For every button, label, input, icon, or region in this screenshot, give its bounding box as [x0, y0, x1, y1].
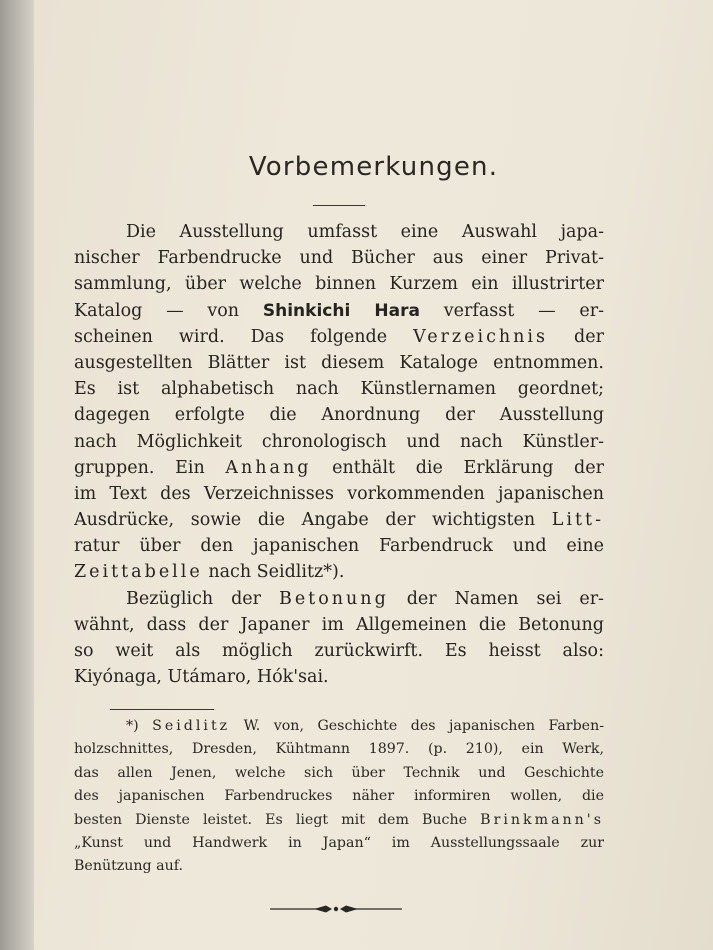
- text-line: [74, 559, 604, 585]
- main-text: [74, 219, 604, 690]
- text-line: ausgestellten Blätter ist diesem Kataloge entnommen.: [74, 352, 604, 373]
- spaced-emphasis: Anhang: [225, 457, 312, 478]
- text-fragment: gruppen. Ein: [74, 457, 205, 478]
- text-fragment: Ausdrücke, sowie die Angabe der wichtigsten: [74, 510, 536, 531]
- book-page: [34, 0, 713, 950]
- text-fragment: verfasst — er-: [443, 300, 604, 321]
- text-fragment: *): [126, 718, 139, 734]
- text-line: dagegen erfolgte die Anordnung der Ausstellung: [74, 405, 604, 426]
- spaced-emphasis: Seidlitz: [152, 718, 231, 734]
- footnote-line: „Kunst und Handwerk in Japan“ im Ausstellungssaale zur: [74, 834, 604, 851]
- text-line: so weit als möglich zurückwirft. Es heisst also:: [74, 641, 604, 661]
- text-line: sammlung, über welche binnen Kurzem ein illustrirter: [74, 274, 604, 295]
- text-line: nach Möglichkeit chronologisch und nach Künstler-: [74, 431, 604, 452]
- text-fragment: Katalog — von: [74, 300, 240, 321]
- ornament-divider-icon: [270, 903, 402, 915]
- footnote-line: [74, 715, 604, 738]
- text-line: [74, 507, 604, 533]
- text-line: nischer Farbendrucke und Bücher aus einer Privat-: [74, 248, 604, 269]
- text-line: ratur über den japanischen Farbendruck und eine: [74, 536, 604, 557]
- title-divider: [313, 205, 365, 206]
- text-fragment: der: [574, 326, 604, 347]
- spaced-emphasis: Betonung: [278, 588, 389, 609]
- text-line: Kiyónaga, Utámaro, Hók'sai.: [74, 667, 329, 688]
- text-line: im Text des Verzeichnisses vorkommenden japanischen: [74, 483, 604, 504]
- footnote-line: holzschnittes, Dresden, Kühtmann 1897. (p. 210), ein Werk,: [74, 741, 604, 758]
- text-fragment: Bezüglich der: [126, 588, 262, 609]
- footnote-line: des japanischen Farbendruckes näher informiren wollen, die: [74, 788, 604, 805]
- spaced-emphasis: Verzeichnis: [413, 326, 549, 347]
- spaced-emphasis: Zeittabelle: [74, 562, 203, 583]
- text-line: Es ist alphabetisch nach Künstlernamen geordnet;: [74, 379, 604, 400]
- footnote-line: das allen Jenen, welche sich über Technik und Geschichte: [74, 764, 604, 781]
- text-fragment: enthält die Erklärung der: [332, 457, 604, 478]
- text-line: [74, 586, 604, 612]
- spaced-emphasis: Litt-: [551, 510, 604, 531]
- text-fragment: nach Seidlitz*).: [208, 562, 345, 583]
- text-fragment: scheinen wird. Das folgende: [74, 326, 388, 347]
- text-line: [74, 455, 604, 481]
- spaced-emphasis: Brinkmann's: [480, 811, 604, 828]
- footnote: [74, 715, 604, 879]
- text-line: Die Ausstellung umfasst eine Auswahl japa-: [126, 222, 604, 242]
- page-title: Vorbemerkungen.: [248, 152, 499, 182]
- text-fragment: W. von, Geschichte des japanischen Farben-: [243, 718, 604, 734]
- author-name-bold: Shinkichi Hara: [262, 300, 420, 321]
- footnote-line: Benützung auf.: [74, 858, 183, 875]
- text-line: wähnt, dass der Japaner im Allgemeinen die Betonung: [74, 614, 604, 635]
- text-fragment: der Namen sei er-: [406, 588, 604, 609]
- footnote-divider: [110, 709, 214, 710]
- book-gutter-shadow: [0, 0, 34, 950]
- text-line: [74, 298, 604, 324]
- text-line: [74, 324, 604, 350]
- footnote-line: [74, 809, 604, 832]
- text-fragment: besten Dienste leistet. Es liegt mit dem Buche: [74, 811, 468, 828]
